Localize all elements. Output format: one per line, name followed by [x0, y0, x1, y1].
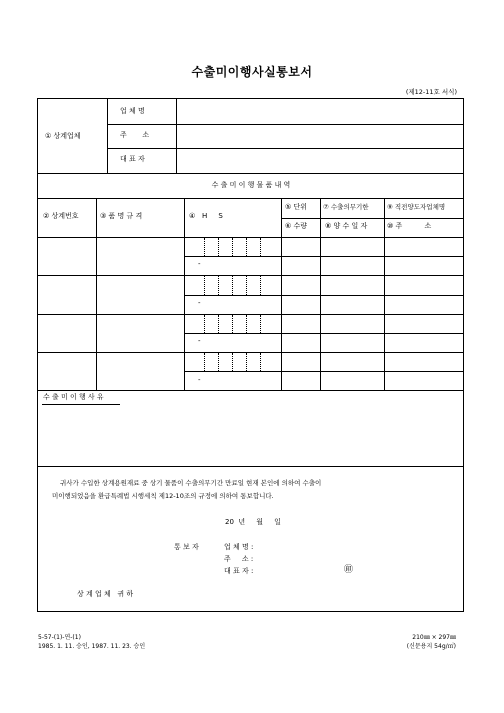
form-number: (제12-11호 서식) [405, 88, 457, 96]
hs-dash: - [198, 260, 201, 268]
col-transfer-date: ⑧ 양 수 일 자 [325, 222, 368, 230]
footer-approval: 1985. 1. 11. 승인, 1987. 11. 23. 승인 [38, 643, 146, 650]
notifier-rep: 대 표 자 : [224, 567, 254, 575]
col-prev-transferor: ⑨ 직전양도자업체명 [387, 203, 446, 211]
hs-dash: - [198, 376, 201, 384]
notifier-address: 주 소 : [224, 555, 254, 563]
notifier-label: 통 보 자 [174, 543, 199, 551]
details-header: 수 출 미 이 행 물 품 내 역 [211, 181, 291, 189]
col-offset-number: ② 상계번호 [43, 212, 79, 220]
seal-mark: ㊞ [344, 565, 354, 575]
company-address-label: 주 소 [120, 131, 150, 139]
col-item-spec: ③ 품 명 규 격 [100, 212, 143, 220]
col-hs: ④ H S [189, 212, 223, 220]
date-line: 20 년 월 일 [225, 518, 281, 526]
company-name-label: 업 체 명 [120, 107, 145, 115]
page-title: 수출미이행사실통보서 [191, 65, 313, 79]
col-quantity: ⑥ 수량 [285, 222, 308, 230]
footer-code: 5-57-(1)-연-(1) [38, 634, 81, 641]
col-unit: ⑤ 단위 [285, 203, 308, 211]
report-form [37, 98, 464, 612]
company-section-label: ① 상계업체 [45, 132, 81, 140]
footer-size: 210㎜ × 297㎜ [412, 634, 456, 641]
statement-line-2: 미이행되었음을 환급특례법 시행세칙 제12-10조의 규정에 의하여 통보합니다. [52, 492, 274, 500]
reason-label: 수 출 미 이 행 사 유 [43, 393, 104, 401]
hs-dash: - [198, 337, 201, 345]
col-address: ⑩ 주 소 [387, 222, 432, 230]
statement-line-1: 귀사가 수입한 상계용원재료 중 상기 물품이 수출의무기간 만료일 현재 본인에 의하여 수출이 [60, 479, 322, 487]
addressee: 상 계 업 체 귀 하 [77, 590, 134, 598]
notifier-company: 업 체 명 : [224, 543, 254, 551]
company-rep-label: 대 표 자 [120, 155, 145, 163]
footer-paper: (신문용지 54g/㎡) [406, 643, 456, 650]
col-export-deadline: ⑦ 수출의무기한 [323, 203, 369, 211]
hs-dash: - [198, 299, 201, 307]
